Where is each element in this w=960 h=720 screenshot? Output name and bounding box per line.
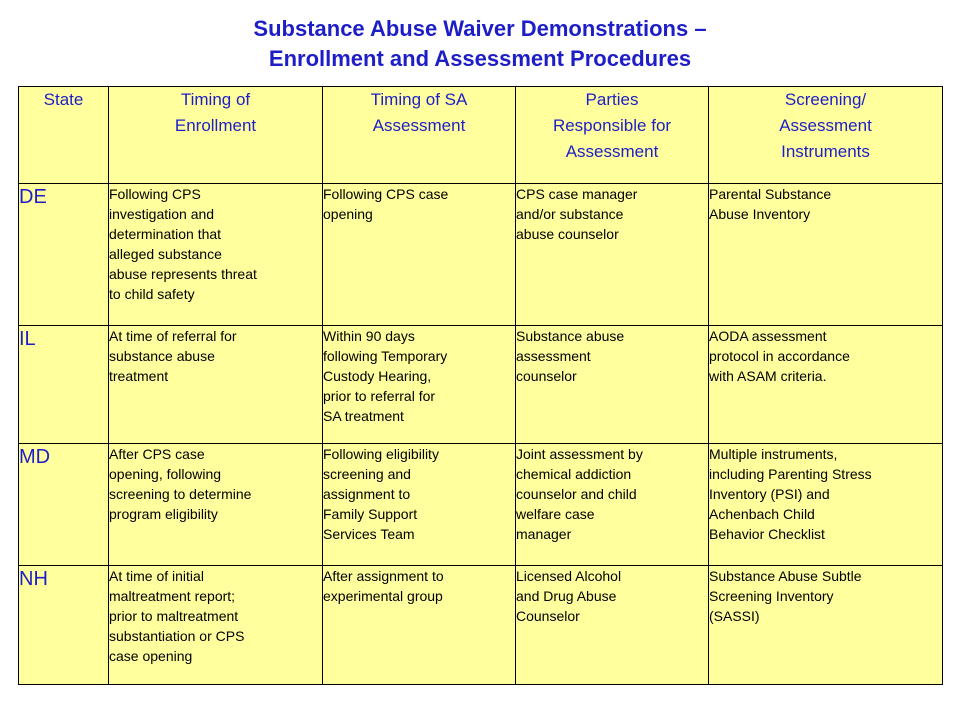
- cell-text-line: investigation and: [109, 206, 215, 222]
- cell-text-line: substantiation or CPS: [109, 628, 245, 644]
- cell-text-line: opening: [323, 206, 373, 222]
- assessment-cell: [323, 444, 516, 566]
- cell-text-line: Assessment: [779, 116, 872, 135]
- parties-cell: [516, 444, 709, 566]
- cell-text-line: State: [43, 90, 84, 109]
- cell-text-line: Custody Hearing,: [323, 368, 432, 384]
- cell-text-line: experimental group: [323, 588, 443, 604]
- cell-text-line: counselor: [516, 368, 577, 384]
- cell-text-line: Abuse Inventory: [709, 206, 811, 222]
- cell-text-line: AODA assessment: [709, 328, 827, 344]
- instruments-cell: [709, 184, 943, 326]
- cell-text-line: After assignment to: [323, 568, 444, 584]
- title-line-1: Substance Abuse Waiver Demonstrations –: [253, 16, 707, 41]
- cell-text-line: Parental Substance: [709, 186, 832, 202]
- cell-text-line: chemical addiction: [516, 466, 632, 482]
- header-state: [19, 87, 109, 184]
- cell-text-line: Following eligibility: [323, 446, 439, 462]
- cell-text-line: Substance abuse: [516, 328, 625, 344]
- cell-text-line: screening and: [323, 466, 411, 482]
- header-row: [19, 87, 943, 184]
- instruments-cell: [709, 444, 943, 566]
- table-row: [19, 566, 943, 685]
- cell-text-line: Joint assessment by: [516, 446, 643, 462]
- cell-text-line: screening to determine: [109, 486, 252, 502]
- cell-text-line: substance abuse: [109, 348, 215, 364]
- cell-text-line: abuse counselor: [516, 226, 619, 242]
- cell-text-line: treatment: [109, 368, 169, 384]
- cell-text-line: case opening: [109, 648, 193, 664]
- cell-text-line: Family Support: [323, 506, 418, 522]
- cell-text-line: Substance Abuse Subtle: [709, 568, 862, 584]
- cell-text-line: Instruments: [781, 142, 870, 161]
- cell-text-line: alleged substance: [109, 246, 222, 262]
- cell-text-line: counselor and child: [516, 486, 637, 502]
- table-row: [19, 184, 943, 326]
- state-cell: NH: [19, 566, 109, 685]
- cell-text-line: assignment to: [323, 486, 411, 502]
- cell-text-line: Responsible for: [552, 116, 672, 135]
- cell-text-line: with ASAM criteria.: [709, 368, 827, 384]
- cell-text-line: welfare case: [516, 506, 595, 522]
- enrollment-cell: [109, 184, 323, 326]
- cell-text-line: SA treatment: [323, 408, 404, 424]
- cell-text-line: Within 90 days: [323, 328, 415, 344]
- cell-text-line: Parties: [585, 90, 639, 109]
- page-title: [0, 14, 960, 74]
- cell-text-line: Following CPS case: [323, 186, 449, 202]
- parties-cell: [516, 566, 709, 685]
- cell-text-line: and/or substance: [516, 206, 624, 222]
- cell-text-line: Services Team: [323, 526, 415, 542]
- parties-cell: [516, 326, 709, 444]
- cell-text-line: Enrollment: [174, 116, 257, 135]
- state-cell: MD: [19, 444, 109, 566]
- cell-text-line: Timing of: [180, 90, 251, 109]
- assessment-cell: [323, 566, 516, 685]
- cell-text-line: program eligibility: [109, 506, 218, 522]
- table-row: [19, 444, 943, 566]
- cell-text-line: manager: [516, 526, 572, 542]
- cell-text-line: Screening Inventory: [709, 588, 834, 604]
- cell-text-line: At time of referral for: [109, 328, 237, 344]
- cell-text-line: maltreatment report;: [109, 588, 236, 604]
- cell-text-line: (SASSI): [709, 608, 760, 624]
- cell-text-line: including Parenting Stress: [709, 466, 872, 482]
- cell-text-line: determination that: [109, 226, 222, 242]
- state-cell: DE: [19, 184, 109, 326]
- procedures-table: [18, 86, 943, 685]
- cell-text-line: prior to referral for: [323, 388, 436, 404]
- cell-text-line: CPS case manager: [516, 186, 638, 202]
- cell-text-line: prior to maltreatment: [109, 608, 239, 624]
- cell-text-line: After CPS case: [109, 446, 205, 462]
- enrollment-cell: [109, 326, 323, 444]
- state-cell: IL: [19, 326, 109, 444]
- cell-text-line: Assessment: [372, 116, 466, 135]
- cell-text-line: assessment: [516, 348, 591, 364]
- cell-text-line: opening, following: [109, 466, 222, 482]
- cell-text-line: Timing of SA: [370, 90, 468, 109]
- cell-text-line: Inventory (PSI) and: [709, 486, 830, 502]
- cell-text-line: Screening/: [784, 90, 867, 109]
- assessment-cell: [323, 184, 516, 326]
- parties-cell: [516, 184, 709, 326]
- assessment-cell: [323, 326, 516, 444]
- header-timing-enrollment: [109, 87, 323, 184]
- cell-text-line: to child safety: [109, 286, 195, 302]
- cell-text-line: Behavior Checklist: [709, 526, 825, 542]
- cell-text-line: Following CPS: [109, 186, 201, 202]
- header-parties: [516, 87, 709, 184]
- table-row: [19, 326, 943, 444]
- cell-text-line: Multiple instruments,: [709, 446, 838, 462]
- instruments-cell: [709, 326, 943, 444]
- cell-text-line: Licensed Alcohol: [516, 568, 622, 584]
- cell-text-line: protocol in accordance: [709, 348, 850, 364]
- cell-text-line: Assessment: [565, 142, 659, 161]
- cell-text-line: abuse represents threat: [109, 266, 257, 282]
- cell-text-line: At time of initial: [109, 568, 204, 584]
- header-timing-assessment: [323, 87, 516, 184]
- header-instruments: [709, 87, 943, 184]
- cell-text-line: Counselor: [516, 608, 580, 624]
- cell-text-line: following Temporary: [323, 348, 448, 364]
- cell-text-line: and Drug Abuse: [516, 588, 617, 604]
- instruments-cell: [709, 566, 943, 685]
- cell-text-line: Achenbach Child: [709, 506, 815, 522]
- enrollment-cell: [109, 444, 323, 566]
- enrollment-cell: [109, 566, 323, 685]
- title-line-2: Enrollment and Assessment Procedures: [268, 46, 692, 71]
